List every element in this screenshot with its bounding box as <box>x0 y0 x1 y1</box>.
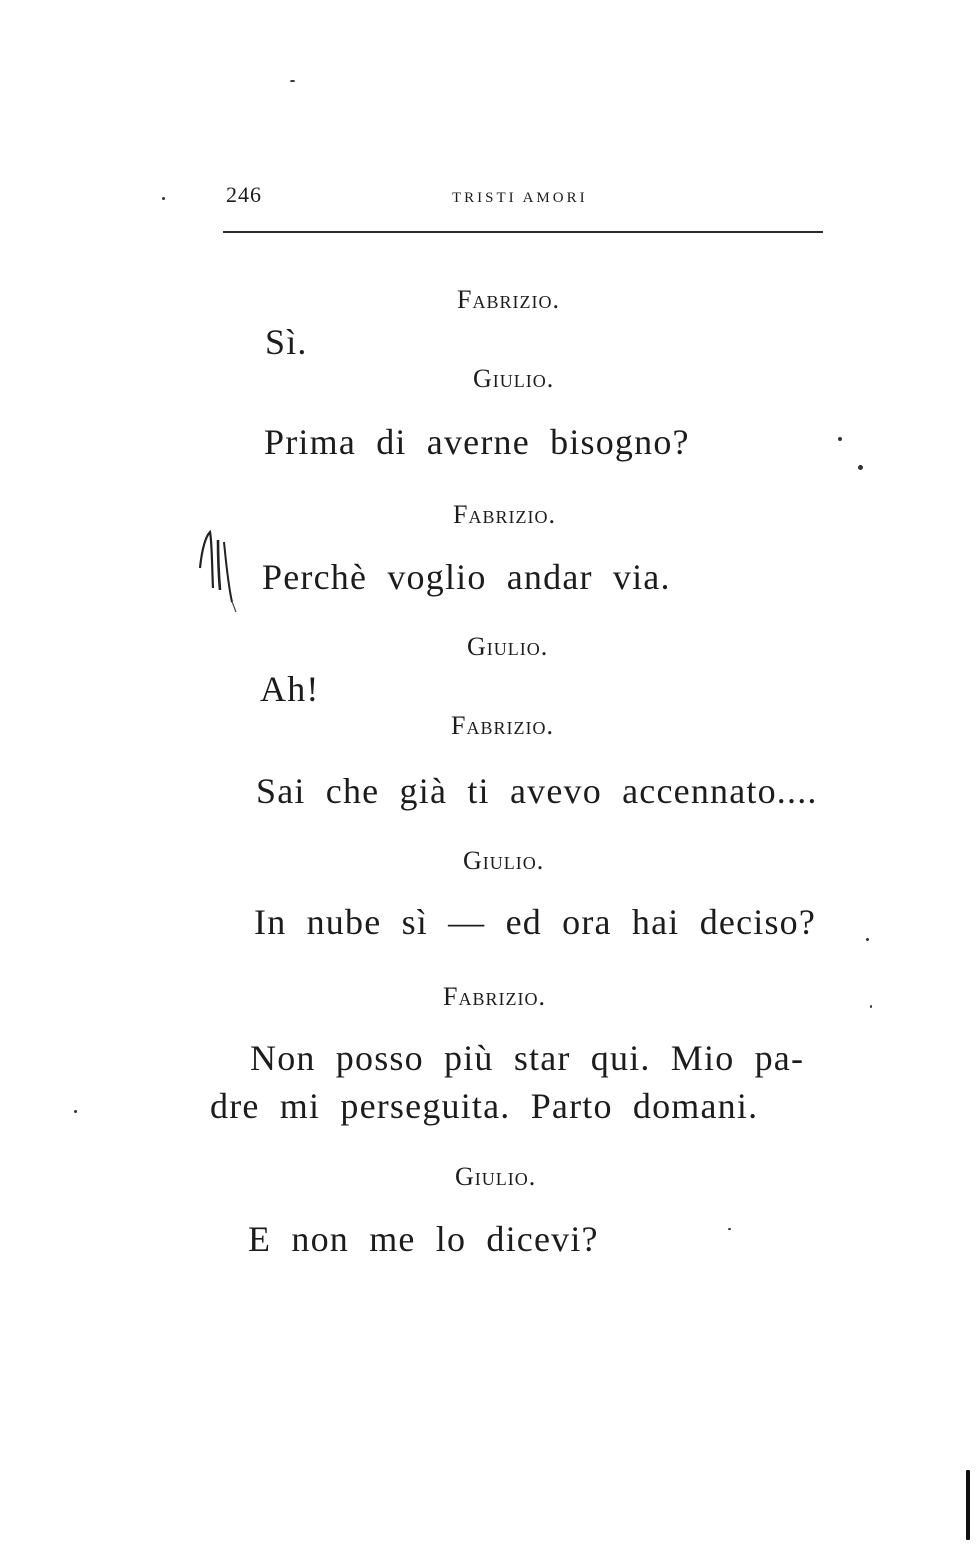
running-title: TRISTI AMORI <box>452 190 588 206</box>
handwritten-margin-mark <box>196 528 240 614</box>
scan-edge-mark <box>966 1470 970 1540</box>
dialogue-line: dre mi perseguita. Parto domani. <box>210 1086 759 1126</box>
speaker-label: Fabrizio. <box>443 982 546 1011</box>
scan-speck <box>870 1005 872 1008</box>
speaker-label: Fabrizio. <box>457 285 560 314</box>
dialogue-line: Prima di averne bisogno? <box>264 422 690 462</box>
speaker-label: Fabrizio. <box>451 711 554 740</box>
page-number: 246 <box>226 182 262 207</box>
scan-speck <box>162 197 165 200</box>
scan-speck <box>290 80 295 82</box>
scan-speck <box>838 437 842 441</box>
speaker-label: Giulio. <box>473 364 555 393</box>
dialogue-line: Perchè voglio andar via. <box>262 557 671 597</box>
dialogue-line: Sai che già ti avevo accennato.... <box>256 771 818 811</box>
scan-speck <box>866 938 869 941</box>
speaker-label: Fabrizio. <box>453 500 556 529</box>
header-rule <box>223 231 823 233</box>
scan-speck <box>74 1110 77 1113</box>
dialogue-line: Sì. <box>265 322 308 362</box>
dialogue-line: In nube sì — ed ora hai deciso? <box>254 902 817 942</box>
speaker-label: Giulio. <box>463 846 545 875</box>
scan-speck <box>858 465 863 470</box>
speaker-label: Giulio. <box>467 632 549 661</box>
dialogue-line: E non me lo dicevi? <box>248 1219 599 1259</box>
speaker-label: Giulio. <box>455 1162 537 1191</box>
dialogue-line: Non posso più star qui. Mio pa- <box>250 1038 805 1078</box>
scan-speck <box>728 1228 731 1230</box>
dialogue-line: Ah! <box>260 669 320 709</box>
